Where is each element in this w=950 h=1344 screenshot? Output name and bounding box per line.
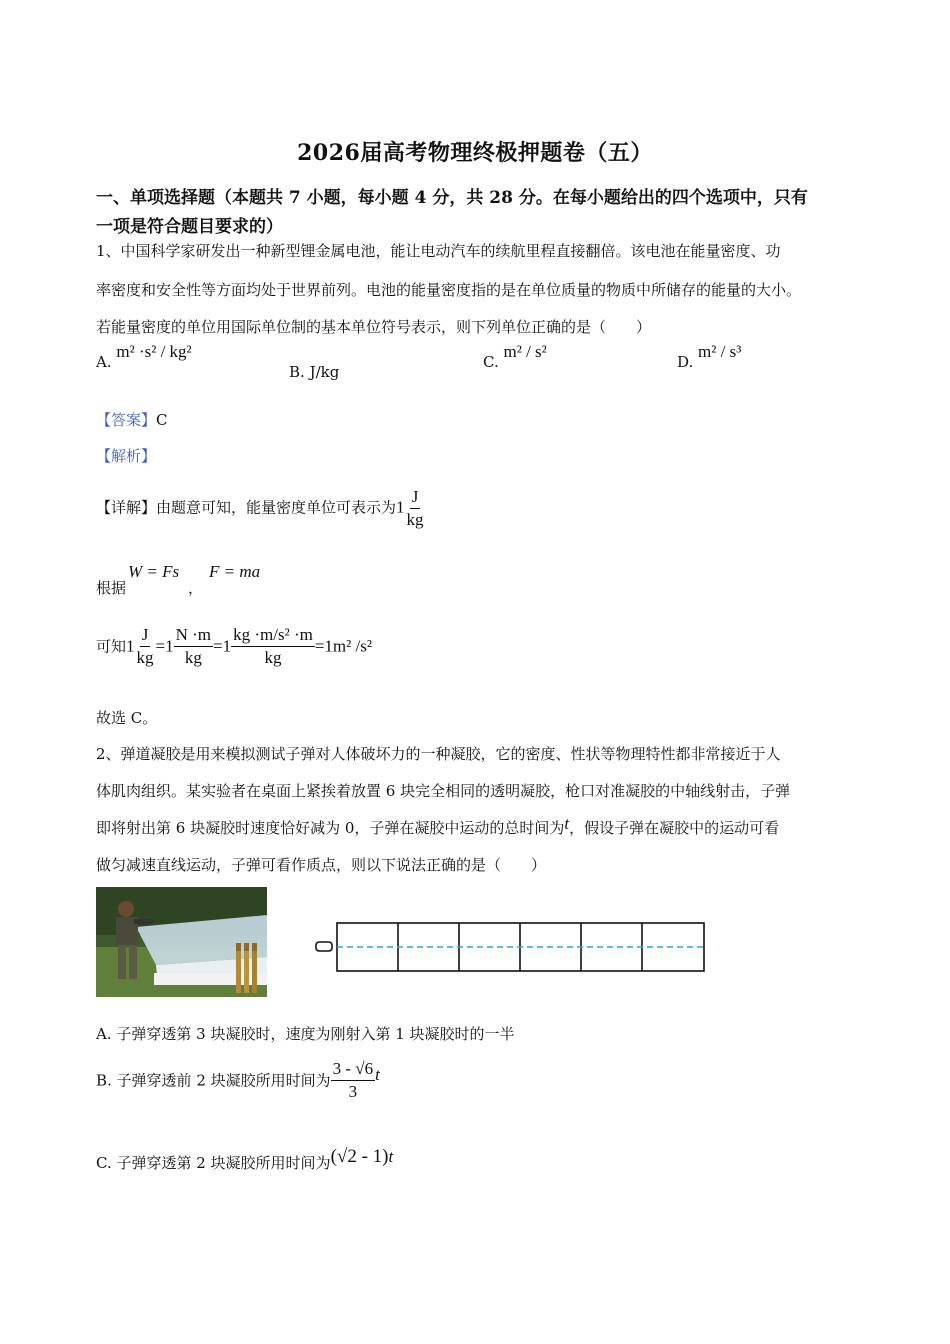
detail-coef: 1 — [396, 497, 405, 517]
answer-line — [96, 410, 168, 430]
page-title: 2026届高考物理终极押题卷（五） — [297, 140, 653, 166]
q1-option-b — [289, 362, 339, 382]
detail-denominator: kg — [406, 510, 424, 529]
equation-w-fs: W = Fs — [128, 562, 180, 581]
q2-option-c — [96, 1146, 394, 1173]
option-a-value: m² ·s² / kg² — [116, 342, 192, 361]
q2-option-b-fraction — [331, 1058, 376, 1103]
q2-line1: 2、弹道凝胶是用来模拟测试子弹对人体破坏力的一种凝胶，它的密度、性状等物理特性都非常接近于人 — [96, 745, 781, 763]
chain-eq-2: =1 — [213, 636, 232, 656]
q2-line3-part1: 即将射出第 6 块凝胶时速度恰好减为 0，子弹在凝胶中运动的总时间为 — [96, 819, 565, 837]
bullet-shape — [316, 942, 332, 951]
q2-option-b-var: t — [375, 1064, 380, 1084]
gel-experiment-photo — [96, 887, 267, 997]
q2-option-b-text: B. 子弹穿透前 2 块凝胶所用时间为 — [96, 1071, 331, 1090]
chain-fraction-2 — [174, 624, 213, 669]
q2-line3-part2: ，假设子弹在凝胶中的运动可看 — [569, 819, 780, 837]
chain-num-1: J — [140, 624, 151, 647]
option-d-value: m² / s³ — [698, 342, 742, 361]
chain-fraction-1 — [135, 624, 156, 669]
option-c-value: m² / s² — [503, 342, 547, 361]
chain-den-1: kg — [136, 648, 154, 667]
chain-result: =1m² /s² — [314, 636, 372, 656]
chain-fraction-3 — [231, 624, 315, 669]
q2-line2: 体肌肉组织。某实验者在桌面上紧挨着放置 6 块完全相同的透明凝胶，枪口对准凝胶的中轴线射击，子弹 — [96, 782, 791, 800]
equation-f-ma: F = ma — [209, 562, 261, 581]
detail-fraction — [405, 486, 426, 531]
detail-line — [96, 486, 426, 531]
option-c-label: C. — [483, 353, 499, 371]
chain-coef: 1 — [126, 636, 135, 656]
option-b-label: B. — [289, 363, 305, 381]
q1-line3: 若能量密度的单位用国际单位制的基本单位符号表示，则下列单位正确的是（ ） — [96, 318, 652, 336]
q1-line1: 1、中国科学家研发出一种新型锂金属电池，能让电动汽车的续航里程直接翻倍。该电池在能量密度、功 — [96, 242, 781, 260]
chain-den-2: kg — [184, 648, 202, 667]
q1-line2: 率密度和安全性等方面均处于世界前列。电池的能量密度指的是在单位质量的物质中所储存的能量的大小。 — [96, 281, 802, 299]
analysis-tag: 【解析】 — [96, 447, 157, 465]
q1-option-d — [677, 342, 742, 372]
q2-option-c-expr: (√2 - 1) — [330, 1146, 389, 1167]
chain-eq-1: =1 — [155, 636, 174, 656]
basis-label: 根据 — [96, 579, 127, 597]
chain-num-2: N ·m — [174, 624, 213, 647]
answer-value: C — [156, 411, 168, 429]
q2-option-b-num: 3 - √6 — [331, 1058, 376, 1081]
detail-tag: 【详解】 — [96, 498, 157, 517]
q2-option-a: A. 子弹穿透第 3 块凝胶时，速度为刚射入第 1 块凝胶时的一半 — [96, 1025, 515, 1043]
q2-option-c-var: t — [388, 1147, 394, 1166]
q2-line4: 做匀减速直线运动，子弹可看作质点，则以下说法正确的是（ ） — [96, 856, 547, 874]
chain-den-3: kg — [264, 648, 282, 667]
gel-photo-illustration — [96, 887, 267, 997]
q2-time-variable: t — [564, 814, 570, 833]
chain-num-3: kg ·m/s² ·m — [231, 624, 315, 647]
section-heading-line2: 一项是符合题目要求的） — [96, 217, 283, 237]
equation-separator: ， — [188, 579, 204, 597]
conclusion: 故选 C。 — [96, 709, 158, 727]
gel-blocks-diagram — [312, 918, 708, 976]
detail-numerator: J — [410, 486, 421, 509]
q2-option-c-text: C. 子弹穿透第 2 块凝胶所用时间为 — [96, 1154, 331, 1172]
known-label: 可知 — [96, 637, 127, 656]
option-a-label: A. — [96, 353, 112, 371]
section-heading-line1: 一、单项选择题（本题共 7 小题，每小题 4 分，共 28 分。在每小题给出的四个选项中，只有 — [96, 188, 808, 208]
q1-option-a — [96, 342, 192, 372]
answer-tag: 【答案】 — [96, 411, 157, 429]
q2-option-b-den: 3 — [348, 1082, 358, 1101]
q2-line3 — [96, 814, 780, 838]
option-b-value: J/kg — [309, 363, 340, 381]
q2-option-b — [96, 1058, 380, 1103]
q1-option-c — [483, 342, 547, 372]
option-d-label: D. — [677, 353, 694, 371]
derivation-line — [96, 624, 372, 669]
detail-text: 由题意可知，能量密度单位可表示为 — [156, 498, 397, 517]
